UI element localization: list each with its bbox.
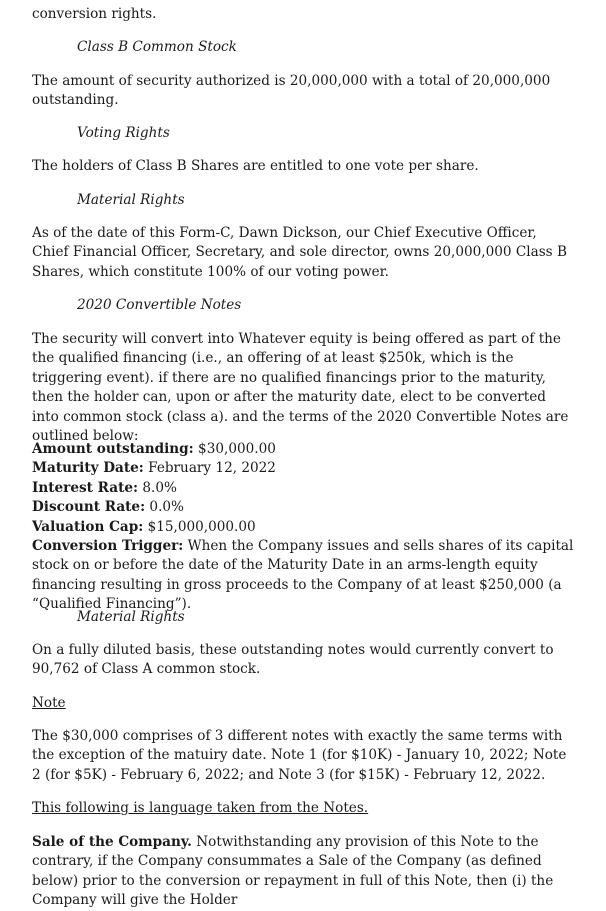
term-discount-value: 0.0%	[149, 499, 184, 516]
voting-rights-heading: Voting Rights	[77, 125, 170, 141]
class-b-paragraph: The amount of security authorized is 20,000,000 with a total of 20,000,000 outstanding.	[32, 73, 551, 109]
term-amount-value: $30,000.00	[198, 441, 276, 457]
voting-rights-paragraph: The holders of Class B Shares are entitled to one vote per share.	[32, 158, 479, 174]
term-cap-value: $15,000,000.00	[147, 518, 256, 535]
term-interest	[32, 479, 577, 498]
sale-text: Notwithstanding any provision of this Note to the contrary, if the Company consummates a Sale of the Company (as defined below) prior to the conversion or repayment in full of this Note, then (i) the Company will give the Holder	[32, 834, 554, 909]
language-label: This following is language taken from the Notes.	[32, 800, 369, 816]
term-discount-label: Discount Rate:	[32, 499, 146, 516]
class-b-heading: Class B Common Stock	[77, 39, 237, 55]
intro-tail: conversion rights.	[32, 6, 157, 22]
term-cap-label: Valuation Cap:	[32, 518, 144, 535]
sale-label: Sale of the Company.	[32, 834, 192, 850]
term-trigger-value: When the Company issues and sells shares of its capital stock on or before the date of the Maturity Date in an arms-length equity financing resulting in gross proceeds to the Company of at least $250,000 (a “Qualified Financing”).	[32, 538, 574, 613]
term-maturity	[32, 459, 577, 478]
term-amount-label: Amount outstanding:	[32, 441, 194, 457]
convertible-notes-heading: 2020 Convertible Notes	[77, 297, 242, 313]
term-discount	[32, 498, 577, 517]
material-rights-heading-2: Material Rights	[77, 609, 185, 625]
term-amount	[32, 440, 577, 459]
material-rights-heading-1: Material Rights	[77, 192, 185, 208]
material-rights-paragraph-2: On a fully diluted basis, these outstanding notes would currently convert to 90,762 of Class A common stock.	[32, 642, 554, 678]
note-label: Note	[32, 695, 66, 711]
term-interest-value: 8.0%	[142, 479, 177, 496]
term-maturity-label: Maturity Date:	[32, 460, 144, 477]
term-cap	[32, 518, 577, 537]
sale-paragraph	[32, 833, 577, 911]
note-terms-list	[32, 440, 577, 615]
term-trigger	[32, 537, 577, 615]
term-maturity-value: February 12, 2022	[148, 460, 276, 477]
convertible-notes-paragraph: The security will convert into Whatever equity is being offered as part of the the qualified financing (i.e., an offering of at least $250k, which is the triggering event). if there are no qualified financings prior to the maturity, then the holder can, upon or after the maturity date, elect to be converted into common stock (class a). and the terms of the 2020 Convertible Notes are outlined below:	[32, 331, 569, 445]
material-rights-paragraph-1: As of the date of this Form-C, Dawn Dickson, our Chief Executive Officer, Chief Financial Officer, Secretary, and sole director, owns 20,000,000 Class B Shares, which constitute 100% of our voting power.	[32, 225, 567, 280]
term-interest-label: Interest Rate:	[32, 479, 139, 496]
term-trigger-label: Conversion Trigger:	[32, 538, 184, 555]
note-paragraph: The $30,000 comprises of 3 different notes with exactly the same terms with the exception of the matuiry date. Note 1 (for $10K) - January 10, 2022; Note 2 (for $5K) - February 6, 2022; and Note 3 (for $15K) - February 12, 2022.	[32, 728, 567, 783]
